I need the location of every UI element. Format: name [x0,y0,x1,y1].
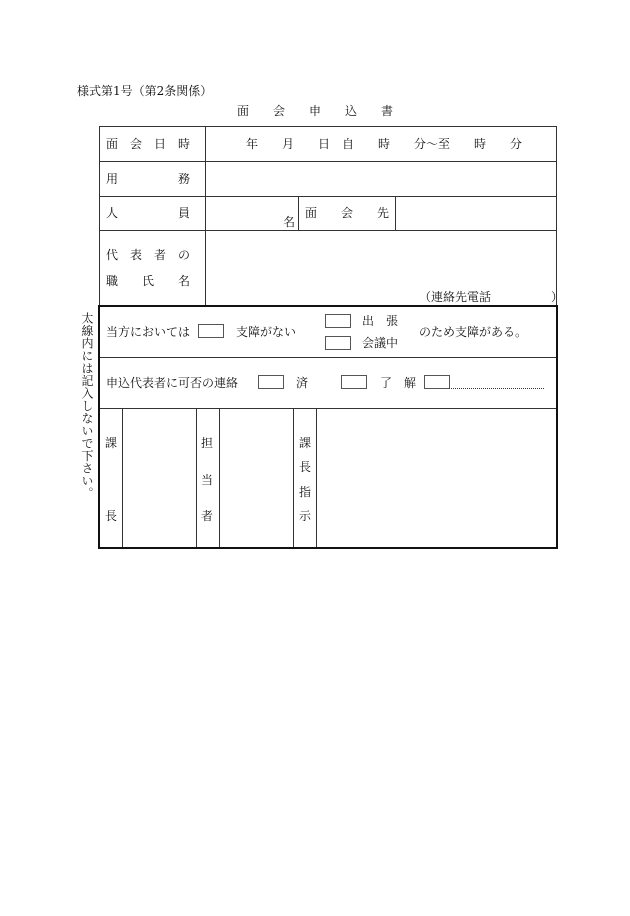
cell-divider [219,409,220,547]
datetime-label: 面 会 日 時 [106,137,191,151]
members-label: 人 員 [106,206,191,220]
cell-divider [196,409,197,547]
no-issue-label: 支障がない [236,325,297,339]
cell-divider [122,409,123,547]
form-number: 様式第1号（第2条関係） [77,84,213,98]
cell-divider [293,409,294,547]
rep-label-line2: 職 氏 名 [106,274,191,288]
chief-instruction-char-2: 長 [298,460,311,474]
business-trip-checkbox[interactable] [325,314,351,328]
row-divider [99,230,556,231]
row-divider [99,161,556,162]
done-label: 済 [296,376,309,390]
issue-suffix: のため支障がある。 [419,325,528,339]
staff-seal-field[interactable] [221,411,291,545]
row-divider [100,408,556,409]
section-chief-seal-field[interactable] [124,411,194,545]
contact-label: 申込代表者に可否の連絡 [106,376,239,390]
understood-dotted-line [449,388,544,389]
understood-name-box[interactable] [424,375,450,389]
chief-instruction-field[interactable] [318,411,554,545]
business-trip-label: 出 張 [362,314,399,328]
office-section-top-border [98,305,558,307]
purpose-label: 用 務 [106,172,191,186]
staff-char-2: 当 [200,473,213,487]
side-note: 太線内には記入しないで下さい。 [80,312,94,500]
staff-char-1: 担 [200,436,213,450]
in-meeting-checkbox[interactable] [325,336,351,350]
understood-checkbox[interactable] [341,375,367,389]
table-right-border [556,126,557,306]
datetime-field[interactable]: 年 月 日 自 時 分〜至 時 分 [246,137,523,151]
table-left-border [99,126,100,306]
purpose-field[interactable] [207,163,554,194]
meet-with-field[interactable] [397,198,554,228]
meet-with-label: 面 会 先 [305,206,390,220]
members-suffix: 名 [283,215,296,229]
office-section-right-border [556,305,558,549]
form-title: 面 会 申 込 書 [237,104,394,118]
chief-instruction-char-4: 示 [298,509,311,523]
row-divider [100,357,556,358]
chief-instruction-char-1: 課 [298,436,311,450]
understood-label: 了 解 [380,376,417,390]
our-side-prefix: 当方においては [106,325,191,339]
office-section-bottom-border [98,547,558,549]
cell-divider [298,196,299,230]
rep-label-line1: 代 表 者 の [106,248,191,262]
in-meeting-label: 会議中 [362,336,399,350]
table-top-border [99,126,556,127]
section-chief-char-2: 長 [104,509,117,523]
staff-char-3: 者 [200,509,213,523]
cell-divider [395,196,396,230]
chief-instruction-char-3: 指 [298,485,311,499]
no-issue-checkbox[interactable] [198,324,224,338]
row-divider [99,196,556,197]
office-section-left-border [98,305,100,549]
contact-phone[interactable]: （連絡先電話 ） [419,290,564,304]
section-chief-char-1: 課 [104,436,117,450]
label-column-divider [205,126,206,306]
done-checkbox[interactable] [258,375,284,389]
cell-divider [316,409,317,547]
representative-field[interactable] [207,232,554,288]
